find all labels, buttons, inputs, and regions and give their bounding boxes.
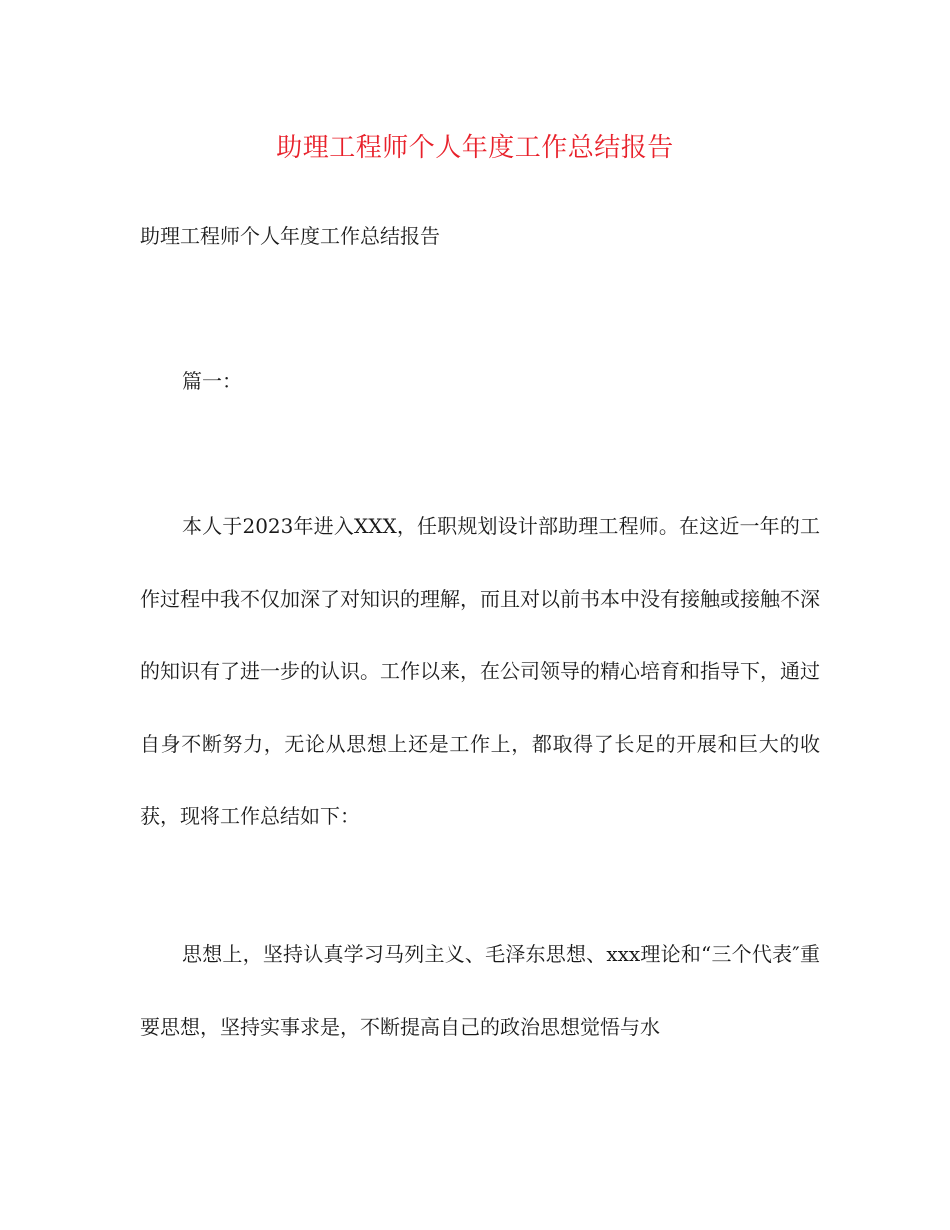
- body-paragraph: 本人于2023年进入XXX，任职规划设计部助理工程师。在这近一年的工作过程中我不仅加深了对知识的理解，而且对以前书本中没有接触或接触不深的知识有了进一步的认识。工作以来，在公司领导的精心培育和指导下，通过自身不断努力，无论从思想上还是工作上，都取得了长足的开展和巨大的收获，现将工作总结如下：: [140, 514, 820, 828]
- document-title: 助理工程师个人年度工作总结报告: [276, 133, 674, 163]
- section-label: 篇一：: [182, 369, 242, 393]
- body-paragraph: 思想上，坚持认真学习马列主义、毛泽东思想、xxx理论和“三个代表″重要思想，坚持实事求是，不断提高自己的政治思想觉悟与水: [140, 942, 820, 1039]
- document-subtitle: 助理工程师个人年度工作总结报告: [140, 224, 440, 248]
